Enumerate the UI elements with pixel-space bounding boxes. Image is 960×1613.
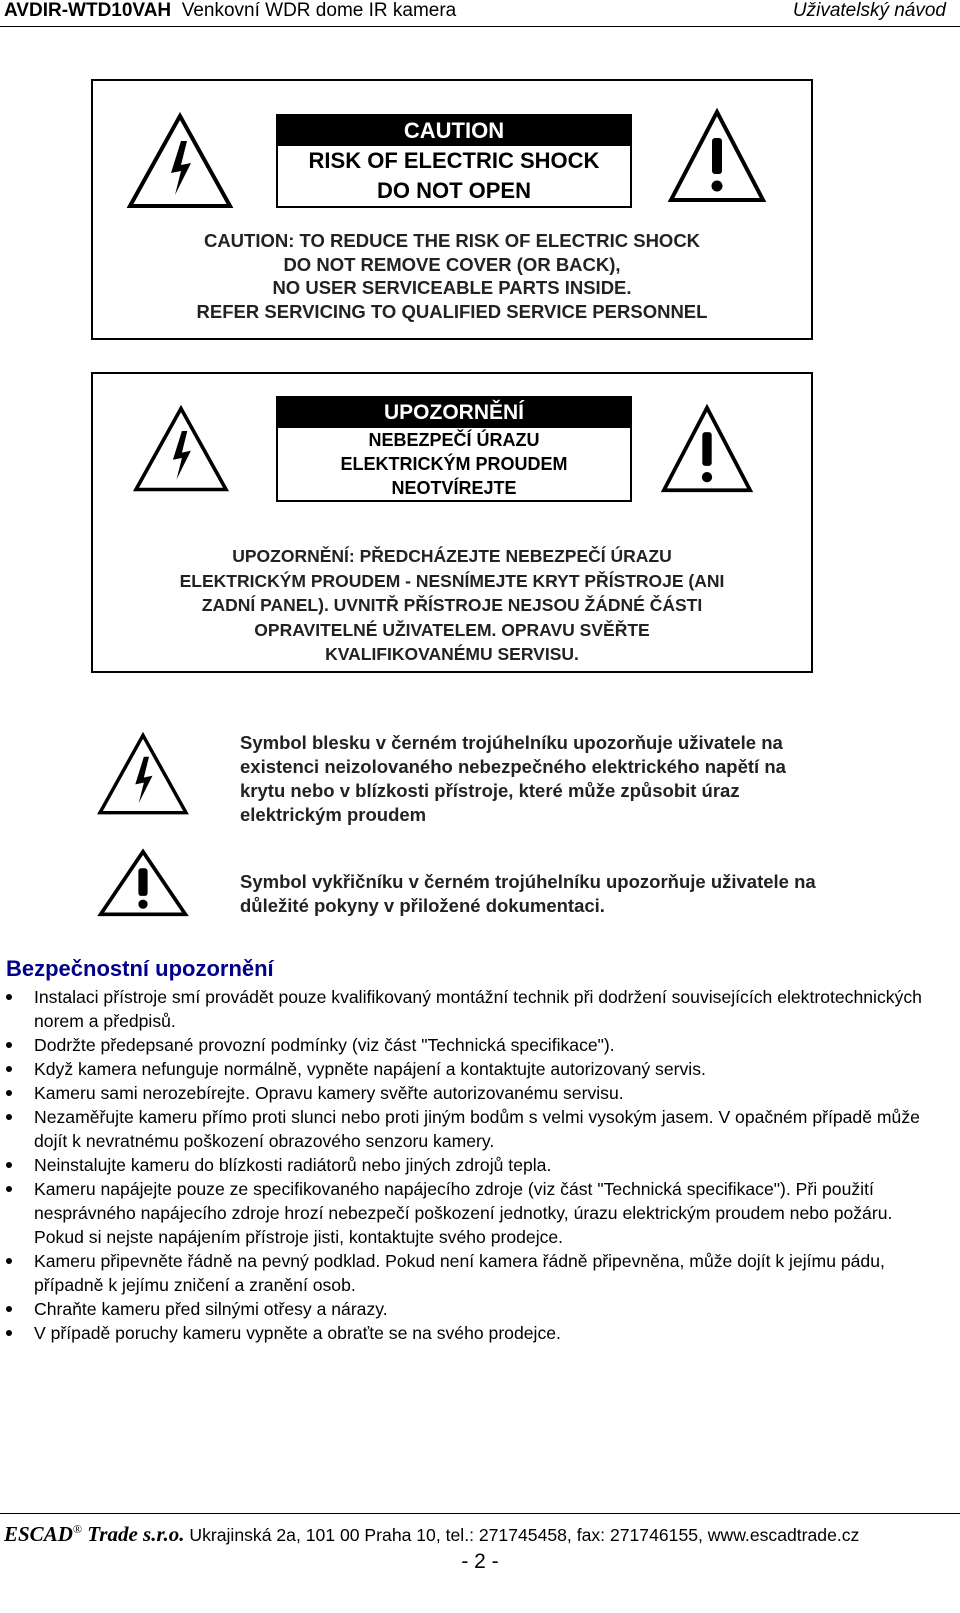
list-item: Instalaci přístroje smí provádět pouze kvalifikovaný montážní technik při dodržení souvisejících elektrotechnických norem a předpisů. (0, 985, 940, 1033)
list-item: Kameru napájejte pouze ze specifikovaného napájecího zdroje (viz část "Technická specifikace"). Při použití nesprávného napájecího zdroje hrozí nebezpečí poškození jednotky, úrazu elektrickým proudem nebo požáru. Pokud si nejste napájením přístroje jisti, kontaktujte svého prodejce. (0, 1177, 940, 1249)
header-subtitle: Venkovní WDR dome IR kamera (181, 0, 457, 21)
caution-box-czech (91, 372, 813, 673)
list-item: Když kamera nefunguje normálně, vypněte napájení a kontaktujte autorizovaný servis. (0, 1057, 940, 1081)
lightning-warning-icon (95, 731, 191, 817)
safety-list (0, 985, 940, 1345)
header-model: AVDIR-WTD10VAH (4, 0, 172, 21)
caution-label (276, 396, 632, 502)
caution-text-line: OPRAVITELNÉ UŽIVATELEM. OPRAVU SVĚŘTE (254, 619, 650, 640)
exclamation-symbol-text: Symbol vykřičníku v černém trojúhelníku upozorňuje uživatele na důležité pokyny v přiložené dokumentaci. (240, 871, 816, 916)
caution-label-title: UPOZORNĚNÍ (278, 398, 630, 428)
page-number: - 2 - (461, 1550, 499, 1573)
exclamation-warning-icon (667, 108, 767, 204)
caution-text-line: KVALIFIKOVANÉMU SERVISU. (325, 644, 579, 664)
header-left (4, 0, 456, 22)
company-address: Ukrajinská 2a, 101 00 Praha 10, tel.: 271745458, fax: 271746155, www.escadtrade.cz (189, 1525, 860, 1545)
page-header (0, 0, 960, 27)
list-item: Kameru připevněte řádně na pevný podklad. Pokud není kamera řádně připevněna, může dojít k jejímu pádu, případně k jejímu zničení a zranění osob. (0, 1249, 940, 1297)
list-item: Nezaměřujte kameru přímo proti slunci nebo proti jiným bodům s velmi vysokým jasem. V opačném případě může dojít k nevratnému poškození obrazového senzoru kamery. (0, 1105, 940, 1153)
caution-label (276, 114, 632, 208)
caution-box-english (91, 79, 813, 340)
lightning-symbol-explanation (95, 731, 865, 831)
list-item: Chraňte kameru před silnými otřesy a nárazy. (0, 1297, 940, 1321)
lightning-warning-icon (125, 111, 235, 211)
page-footer (0, 1513, 960, 1573)
safety-section-title: Bezpečnostní upozornění (6, 956, 274, 981)
caution-text-line: UPOZORNĚNÍ: PŘEDCHÁZEJTE NEBEZPEČÍ ÚRAZU (232, 546, 672, 566)
caution-text (93, 544, 811, 667)
list-item: Kameru sami nerozebírejte. Opravu kamery svěřte autorizovanému servisu. (0, 1081, 940, 1105)
caution-text-line: NO USER SERVICEABLE PARTS INSIDE. (272, 277, 632, 298)
caution-label-line: ELEKTRICKÝM PROUDEM (340, 454, 568, 474)
caution-label-line: NEBEZPEČÍ ÚRAZU (368, 430, 540, 450)
caution-text-line: ZADNÍ PANEL). UVNITŘ PŘÍSTROJE NEJSOU ŽÁDNÉ ČÁSTI (201, 595, 703, 615)
exclamation-warning-icon (659, 404, 755, 494)
lightning-warning-icon (131, 404, 231, 494)
caution-label-line: NEOTVÍREJTE (391, 478, 517, 498)
list-item: Dodržte předepsané provozní podmínky (viz část "Technická specifikace"). (0, 1033, 940, 1057)
caution-label-title: CAUTION (278, 116, 630, 146)
list-item: Neinstalujte kameru do blízkosti radiátorů nebo jiných zdrojů tepla. (0, 1153, 940, 1177)
caution-text-line: ELEKTRICKÝM PROUDEM - NESNÍMEJTE KRYT PŘÍSTROJE (ANI (179, 570, 725, 591)
company-brand: ESCAD® Trade s.r.o. (4, 1522, 185, 1546)
caution-label-line: DO NOT OPEN (376, 178, 531, 203)
caution-text-line: REFER SERVICING TO QUALIFIED SERVICE PERSONNEL (196, 300, 708, 322)
caution-text-line: CAUTION: TO REDUCE THE RISK OF ELECTRIC SHOCK (203, 230, 701, 251)
lightning-symbol-text: Symbol blesku v černém trojúhelníku upozorňuje uživatele na existenci neizolovaného nebezpečného elektrického napětí na krytu nebo v blízkosti přístroje, které může způsobit úraz elektrickým proudem (240, 732, 786, 825)
exclamation-warning-icon (95, 848, 191, 918)
caution-text-line: DO NOT REMOVE COVER (OR BACK), (283, 253, 621, 275)
caution-text (93, 229, 811, 323)
footer-line (4, 1522, 859, 1547)
header-right: Uživatelský návod (792, 0, 946, 21)
list-item: V případě poruchy kameru vypněte a obraťte se na svého prodejce. (0, 1321, 940, 1345)
exclamation-symbol-explanation (95, 848, 865, 928)
caution-label-line: RISK OF ELECTRIC SHOCK (308, 148, 600, 173)
